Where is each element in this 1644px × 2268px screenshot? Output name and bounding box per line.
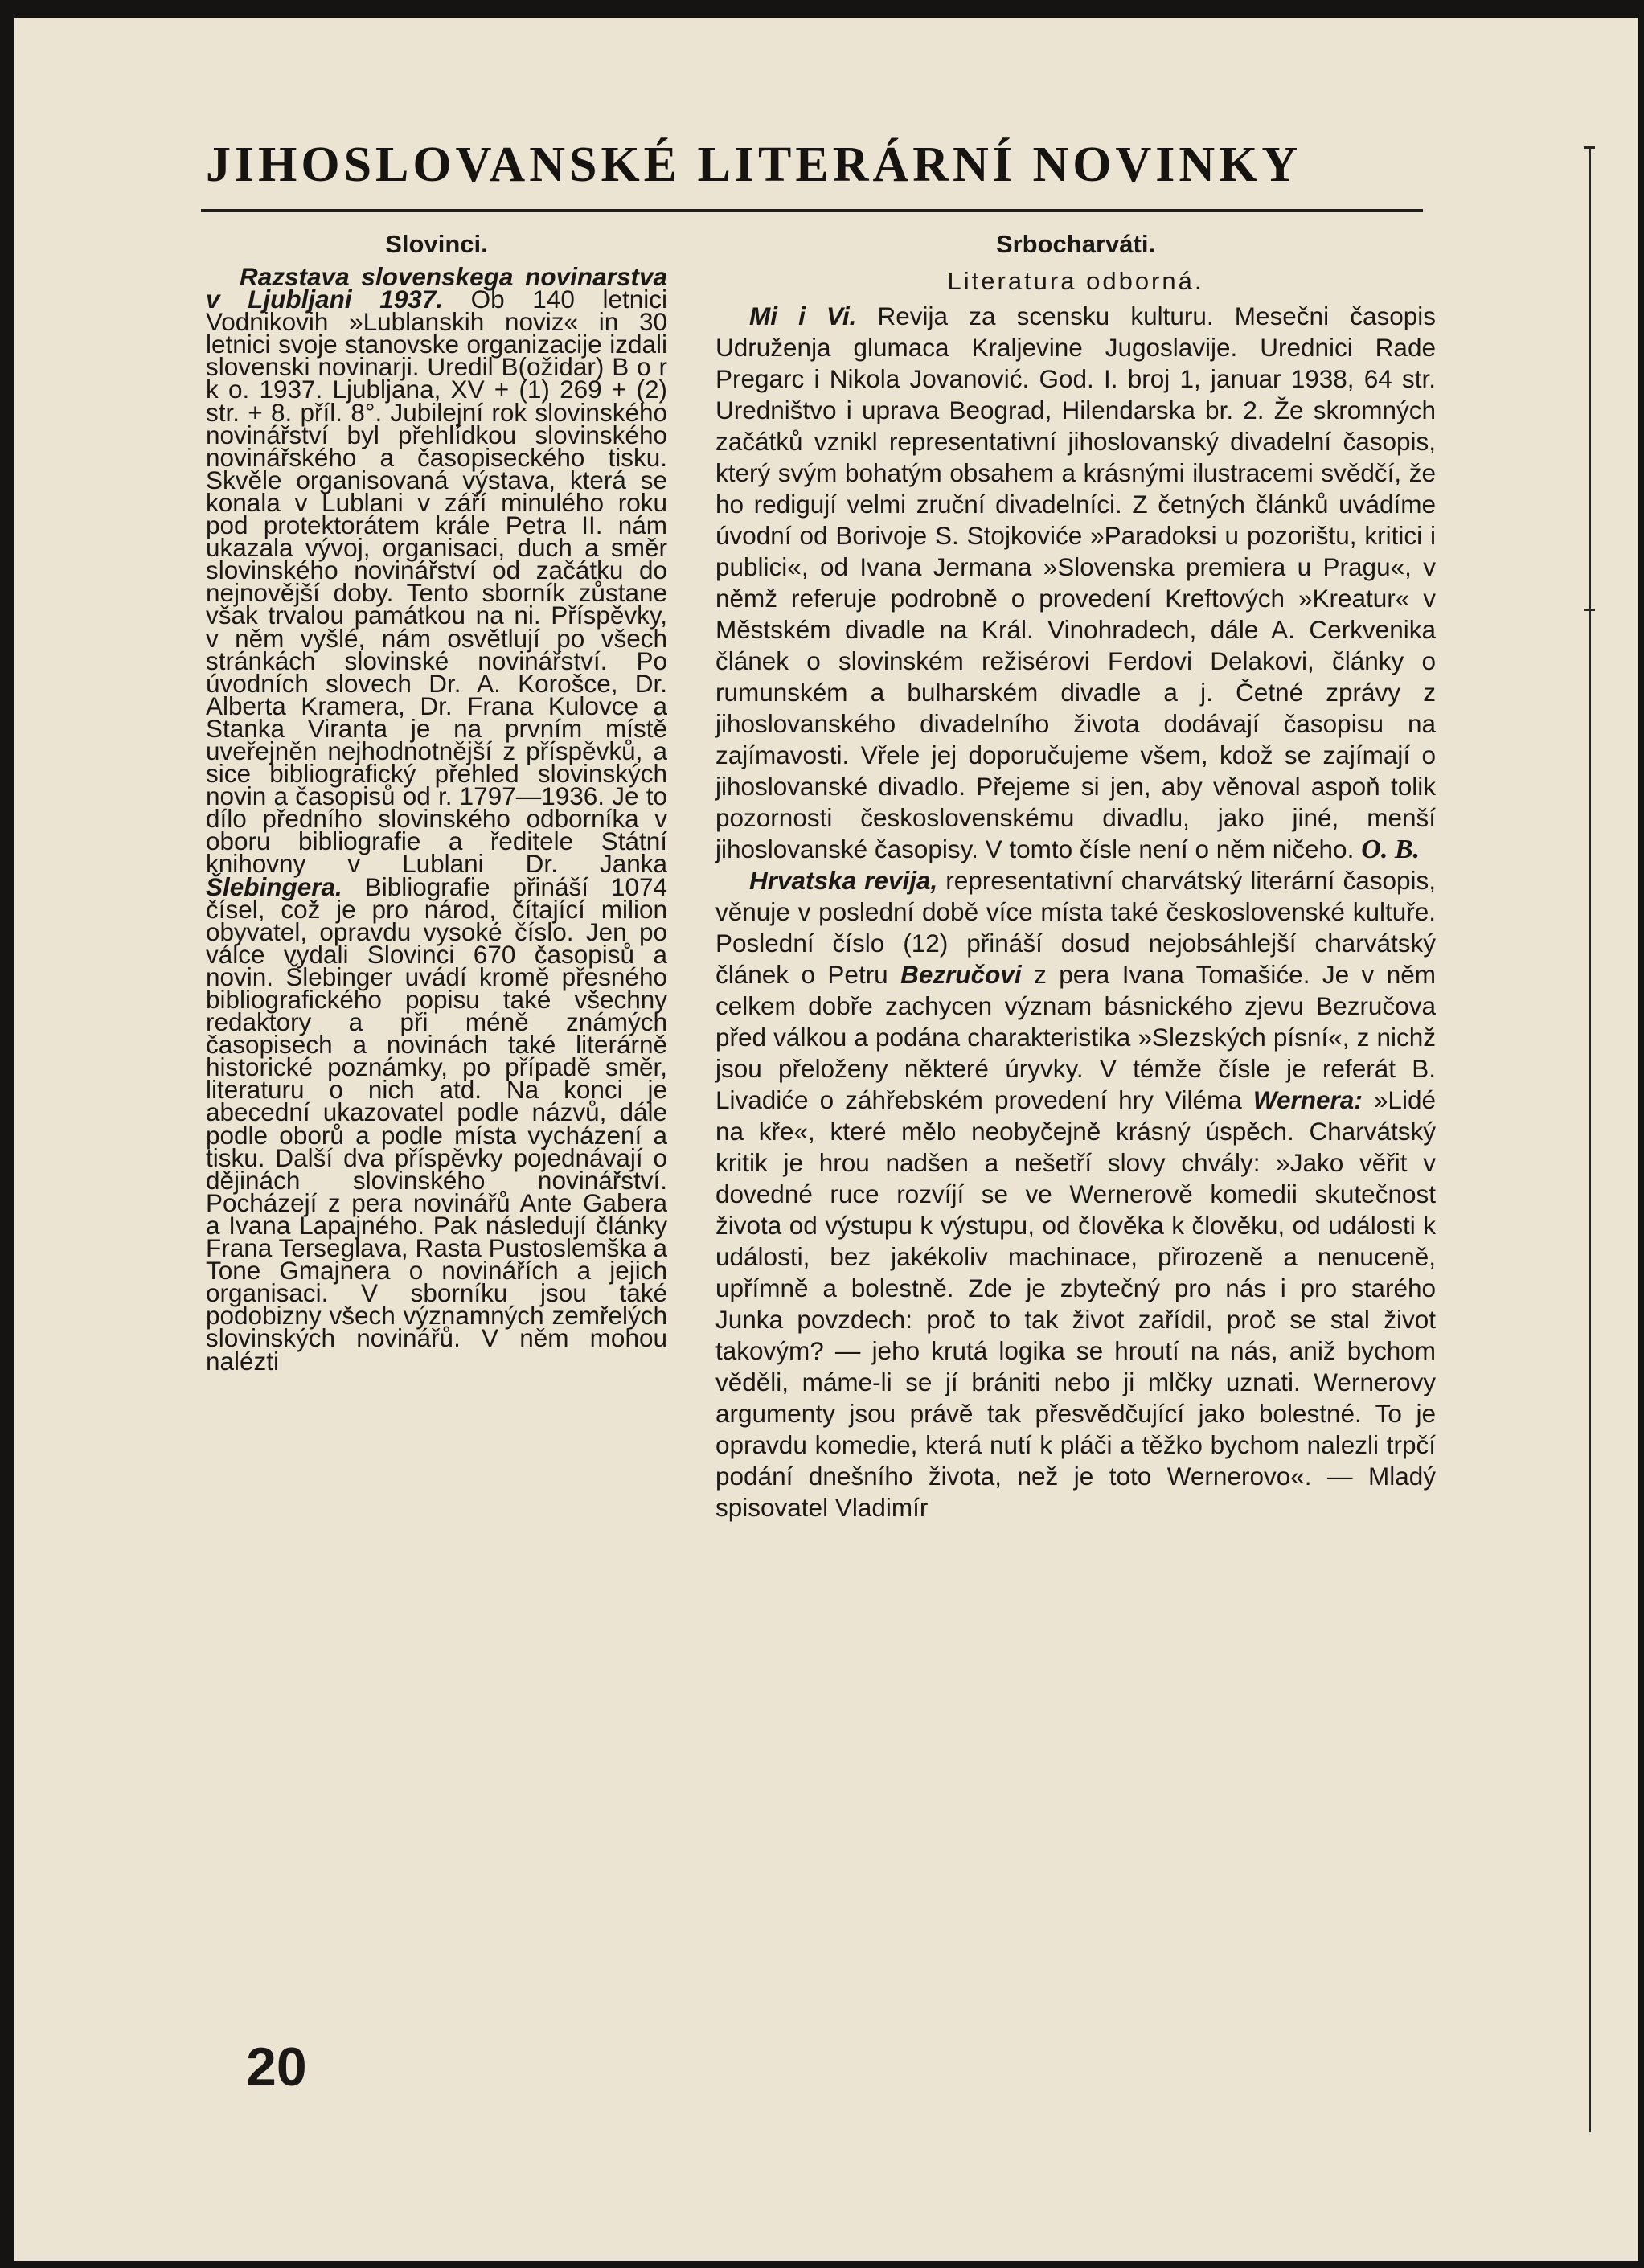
name-wernera: Wernera: — [1252, 1085, 1363, 1114]
binding-tick-top — [1584, 146, 1595, 149]
article-body-hrvatska-cont: z pera Ivana Tomašiće. Je v něm celkem dobře zachycen význam básnického zjevu Bezručova před válkou a podána charakteristika »Slezských písní«, z nichž jsou přeloženy některé úryvky. V témže čísle je referát B. Livadiće o záhřebském provedení hry Viléma — [715, 960, 1436, 1114]
article-razstava — [206, 262, 667, 1376]
subsection-heading-literatura: Literatura odborná. — [947, 267, 1204, 295]
binding-edge — [1589, 146, 1591, 2132]
article-body-hrvatska-cont2: »Lidé na kře«, které mělo neobyčejně krásný úspěch. Charvátský kritik je hrou nadšen a nešetří slovy chvály: »Jako věřit v dovedné ruce rozvíjí se ve Wernerově komedii skutečnost života od výstupu k výstupu, od člověka k člověku, od události k události, bez jakékoliv machinace, přirozeně a nenuceně, upřímně a bolestně. Zde je zbytečný pro nás i pro starého Junka povzdech: proč to tak život zařídil, proč se stal život takovým? — jeho krutá logika se hroutí na nás, aniž bychom věděli, máme-li se jí brániti nebo ji mlčky uznati. Wernerovy argumenty jsou právě tak přesvědčující jako bolestné. To je opravdu komedie, která nutí k pláči a těžko bychom nalezli trpčí podání dnešního života, než je toto Wernerovo«. — Mladý spisovatel Vladimír — [715, 1085, 1436, 1522]
article-hrvatska-revija — [715, 865, 1436, 1524]
header-rule — [201, 209, 1423, 212]
article-body-hrvatska: representativní charvátský literární časopis, věnuje v poslední době více místa také československé kultuře. Poslední číslo (12) přináší dosud nejobsáhlejší charvátský článek o Petru — [715, 866, 1436, 989]
document-page — [14, 18, 1638, 2261]
article-body-razstava: Ob 140 letnici Vodnikovih »Lublanskih noviz« in 30 letnici svoje stanovske organizacije izdali slovenski novinarji. Uredil B(ožidar) B o r k o. 1937. Ljubljana, XV + (1) 269 + (2) str. + 8. příl. 8°. Jubilejní rok slovinského novinářství byl přehlídkou slovinského novinářského a časopiseckého tisku. Skvěle organisovaná výstava, která se konala v Lublani v září minulého roku pod protektorátem krále Petra II. nám ukazala vývoj, organisaci, duch a směr slovinského novinářství od začátku do nejnovější doby. Tento sborník zůstane však trvalou památkou na ni. Příspěvky, v něm vyšlé, nám osvětlují po všech stránkách slovinské novinářství. Po úvodních slovech Dr. A. Korošce, Dr. Alberta Kramera, Dr. Frana Kulovce a Stanka Viranta je na prvním místě uveřejněn nejhodnotnější z příspěvků, a sice bibliografický přehled slovinských novin a časopisů od r. 1797—1936. Je to dílo předního slovinského odborníka v oboru bibliografie a ředitele Státní knihovny v Lublani Dr. Janka — [206, 285, 667, 879]
author-signature: O. B. — [1361, 835, 1420, 864]
binding-tick-mid — [1584, 609, 1595, 611]
article-body-mi-i-vi: Revija za scensku kulturu. Mesečni časopis Udruženja glumaca Kraljevine Jugoslavije. Urednici Rade Pregarc i Nikola Jovanović. God. I. broj 1, januar 1938, 64 str. Uredništvo i uprava Beograd, Hilendarska br. 2. Že skromných začátků vznikl representativní jihoslovanský divadelní časopis, který svým bohatým obsahem a krásnými ilustracemi svědčí, že ho redigují velmi zruční divadelníci. Z četných článků uvádíme úvodní od Borivoje S. Stojkoviće »Paradoksi u pozorištu, kritici i publici«, od Ivana Jermana »Slovenska premiera u Pragu«, v němž referuje podrobně o provedení Kreftových »Kreatur« v Městském divadle na Král. Vinohradech, dále A. Cerkvenika článek o slovinském režisérovi Ferdovi Delakovi, články o rumunském a bulharském divadle a j. Četné zprávy z jihoslovanského divadelního života dodávají časopisu na zajímavosti. Vřele jej doporučujeme všem, kdož se zajímají o jihoslovanské divadlo. Přejeme si jen, aby věnoval aspoň tolik pozornosti československému divadlu, jako jiné, menší jihoslovanské časopisy. V tomto čísle není o něm ničeho. — [715, 301, 1436, 863]
section-heading-slovinci: Slovinci. — [385, 230, 488, 258]
article-title-mi-i-vi: Mi i Vi. — [749, 301, 857, 330]
article-body-razstava-cont: Bibliografie přináší 1074 čísel, což je pro národ, čítající milion obyvatel, opravdu vysoké číslo. Jen po válce vydali Slovinci 670 časopisů a novin. Šlebinger uvádí kromě přesného bibliografického popisu také všechny redaktory a při méně známých časopisech a novinách také literárně historické poznámky, po případě směr, literaturu o nich atd. Na konci je abecední ukazovatel podle názvů, dále podle oborů a podle místa vycházení a tisku. Další dva příspěvky pojednávají o dějinách slovinského novinářství. Pocházejí z pera novinářů Ante Gabera a Ivana Lapajného. Pak následují články Frana Terseglava, Rasta Pustoslemška a Tone Gmajnera o novinářích a jejich organisaci. V sborníku jsou také podobizny všech významných zemřelých slovinských novinářů. V něm mohou nalézti — [206, 872, 667, 1376]
right-column — [715, 228, 1436, 2214]
section-heading-srbocharvati: Srbocharváti. — [995, 230, 1156, 258]
article-title-razstava: Razstava slovenskega novinarstva v Ljubljani 1937. — [206, 262, 667, 314]
author-name-slebinger: Šlebingera. — [206, 872, 342, 901]
article-mi-i-vi — [715, 301, 1436, 865]
left-column — [206, 228, 667, 2033]
article-title-hrvatska-revija: Hrvatska revija, — [749, 866, 938, 895]
page-header-title: JIHOSLOVANSKÉ LITERÁRNÍ NOVINKY — [206, 137, 1302, 192]
page-number: 20 — [246, 2036, 307, 2098]
name-bezrucovi: Bezručovi — [900, 960, 1022, 989]
